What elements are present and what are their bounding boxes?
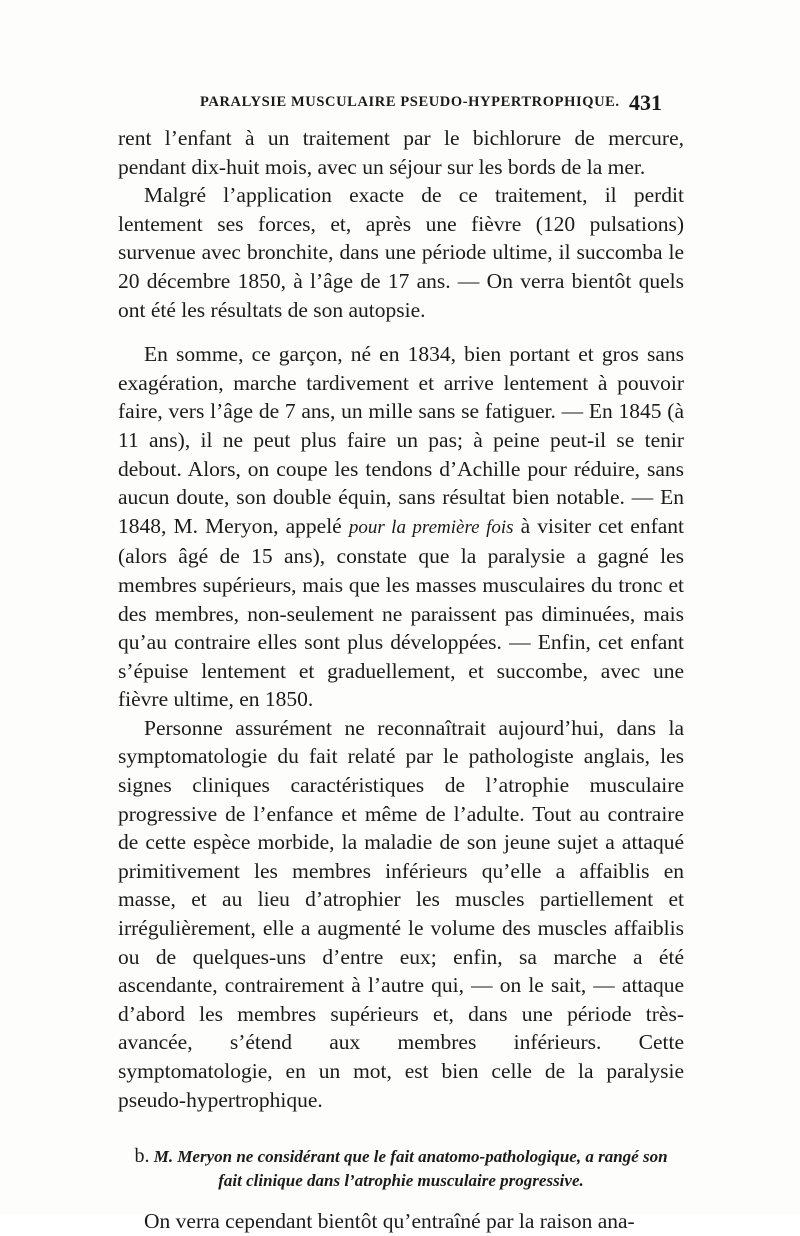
page-number: 431 <box>629 90 662 115</box>
paragraph-summary <box>118 340 684 714</box>
paragraph-final: On verra cependant bientôt qu’entraîné par la raison ana- <box>144 1209 635 1234</box>
note-text: M. Meryon ne considérant que le fait anatomo-pathologique, a rangé son fait clinique dans l’atrophie musculaire progressive. <box>153 1147 668 1191</box>
body-text <box>118 124 684 1236</box>
paragraph-discussion: Personne assurément ne reconnaîtrait aujourd’hui, dans la symptomatologie du fait relaté par le pathologiste anglais, les signes cliniques caractéristiques de l’atrophie musculaire progressive de l’enfance et même de l’adulte. Tout au contraire de cette espèce morbide, la maladie de son jeune sujet a attaqué primitivement les membres inférieurs qu’elle a affaiblis en masse, et au lieu d’atrophier les muscles partiellement et irrégulièrement, elle a augmenté le volume des muscles affaiblis ou de quelques-uns d’entre eux; enfin, sa marche a été ascendante, contrairement à l’autre qui, — on le sait, — attaque d’abord les membres supérieurs et, dans une période très-avancée, s’étend aux membres inférieurs. Cette symptomatologie, en un mot, est bien celle de la paralysie pseudo-hypertrophique. <box>118 715 684 1112</box>
note-lead: b. <box>134 1145 150 1168</box>
section-note <box>118 1144 684 1193</box>
summary-text-a: En somme, ce garçon, né en 1834, bien portant et gros sans exagération, marche tardivement et arrive lentement à pouvoir faire, vers l’âge de 7 ans, un mille sans se fatiguer. — En 1845 (à 11 ans), il ne peut plus faire un pas; à peine peut-il se tenir debout. Alors, on coupe les tendons d’Achille pour réduire, sans aucun doute, son double équin, sans résultat bien notable. — En 1848, M. Meryon, appelé <box>118 342 684 538</box>
paragraph-continuation: rent l’enfant à un traitement par le bichlorure de mercure, pendant dix-huit mois, avec un séjour sur les bords de la mer. <box>118 126 684 179</box>
summary-emphasis: pour la première fois <box>348 516 514 538</box>
page-header <box>200 90 662 118</box>
running-title: PARALYSIE MUSCULAIRE PSEUDO-HYPERTROPHIQUE. <box>200 94 620 110</box>
paragraph-treatment: Malgré l’application exacte de ce traitement, il perdit lentement ses forces, et, après une fièvre (120 pulsations) survenue avec bronchite, dans une période ultime, il succomba le 20 décembre 1850, à l’âge de 17 ans. — On verra bientôt quels ont été les résultats de son autopsie. <box>118 183 684 322</box>
summary-text-b: à visiter cet enfant (alors âgé de 15 ans), constate que la paralysie a gagné les membres supérieurs, mais que les masses musculaires du tronc et des membres, non-seulement ne paraissent pas diminuées, mais qu’au contraire elles sont plus développées. — Enfin, cet enfant s’épuise lentement et graduellement, et succombe, avec une fièvre ultime, en 1850. <box>118 513 684 712</box>
